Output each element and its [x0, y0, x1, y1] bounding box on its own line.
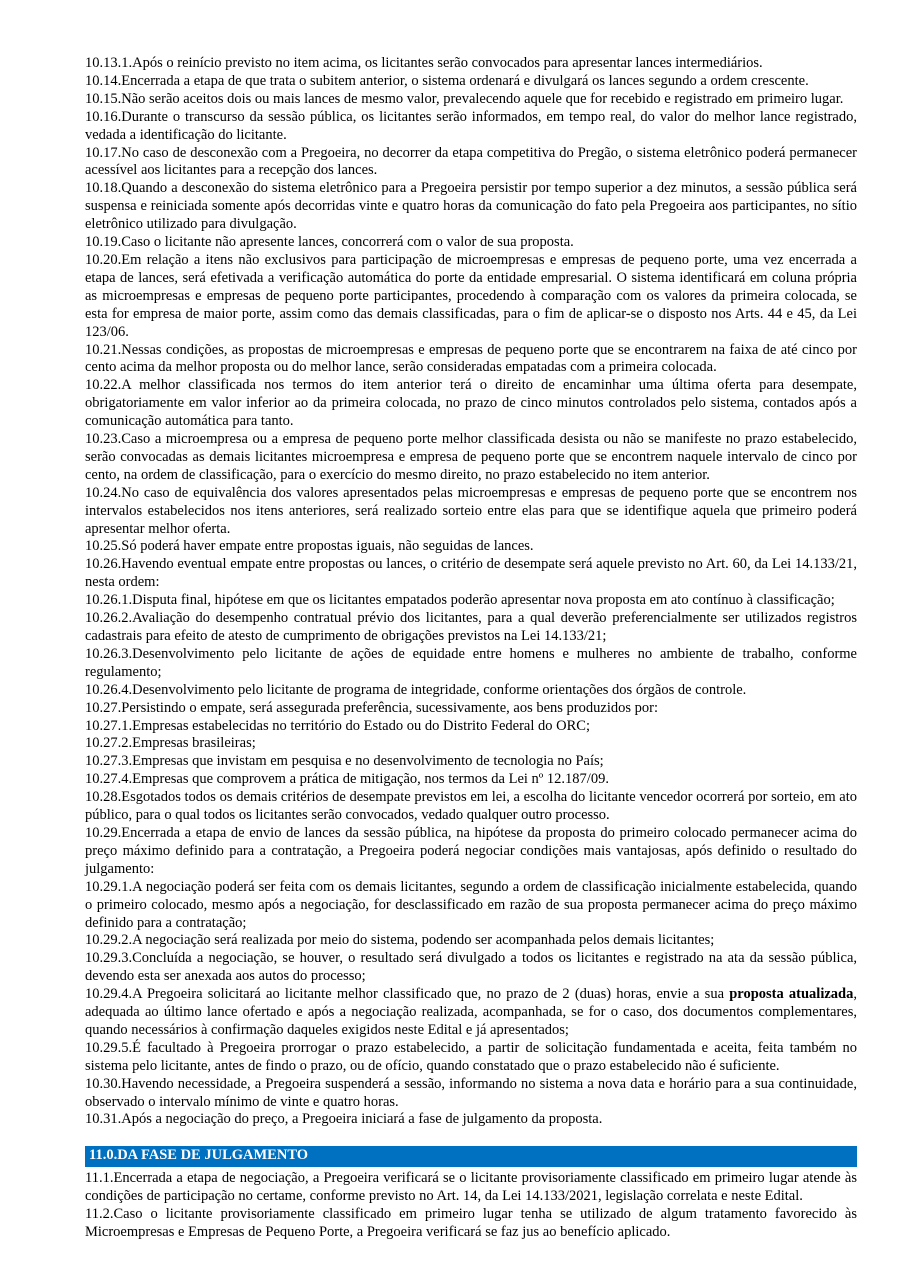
clause-paragraph [85, 556, 857, 592]
clause-text: 10.21.Nessas condições, as propostas de microempresas e empresas de pequeno porte que se encontrarem na faixa de até cinco por cento acima da melhor proposta ou do melhor lance, serão consideradas empatadas com a primeira colocada. [85, 341, 857, 376]
clause-text: 10.26.2.Avaliação do desempenho contratual prévio dos licitantes, para a qual deverão preferencialmente ser utilizados registros cadastrais para efeito de atesto de cumprimento de obrigações previstos na Lei 14.133/21; [85, 610, 857, 644]
clause-text: 10.27.Persistindo o empate, será assegurada preferência, sucessivamente, aos bens produzidos por: [85, 699, 658, 716]
clause-paragraph [85, 682, 857, 700]
clause-text: 10.16.Durante o transcurso da sessão pública, os licitantes serão informados, em tempo real, do valor do melhor lance registrado, vedada a identificação do licitante. [85, 108, 857, 143]
section-header [85, 1146, 857, 1167]
clause-text: 10.29.2.A negociação será realizada por meio do sistema, podendo ser acompanhada pelos demais licitantes; [85, 932, 715, 949]
clause-paragraph [85, 753, 857, 771]
clause-text: 11.1.Encerrada a etapa de negociação, a Pregoeira verificará se o licitante provisoriamente classificado em primeiro lugar atende às condições de participação no certame, conforme previsto no Art. 14, da Lei 14.133/2021, legislação correlata e neste Edital. [85, 1170, 857, 1205]
clause-paragraph [85, 592, 857, 610]
clause-text: 10.29.4.A Pregoeira solicitará ao licitante melhor classificado que, no prazo de 2 (duas) horas, envie a sua [85, 986, 730, 1003]
clause-paragraph [85, 234, 857, 252]
clause-paragraph [85, 1170, 857, 1206]
clause-text: 10.27.3.Empresas que invistam em pesquisa e no desenvolvimento de tecnologia no País; [85, 753, 604, 770]
clause-text: 10.15.Não serão aceitos dois ou mais lances de mesmo valor, prevalecendo aquele que for recebido e registrado em primeiro lugar. [85, 90, 844, 107]
clause-text: 10.13.1.Após o reinício previsto no item acima, os licitantes serão convocados para apresentar lances intermediários. [85, 55, 763, 71]
clause-text: 10.26.4.Desenvolvimento pelo licitante de programa de integridade, conforme orientações dos órgãos de controle. [85, 681, 747, 698]
clause-paragraph [85, 771, 857, 789]
clause-paragraph [85, 1040, 857, 1076]
clause-paragraph [85, 789, 857, 825]
clause-paragraph [85, 1111, 857, 1129]
clause-paragraph [85, 932, 857, 950]
section-header-label: 11.0.DA FASE DE JULGAMENTO [89, 1147, 309, 1164]
clause-text: 10.14.Encerrada a etapa de que trata o subitem anterior, o sistema ordenará e divulgará os lances segundo a ordem crescente. [85, 72, 809, 89]
clause-text: 10.29.3.Concluída a negociação, se houver, o resultado será divulgado a todos os licitantes e registrado na ata da sessão pública, devendo esta ser anexada aos autos do processo; [85, 950, 857, 985]
clause-text: 10.24.No caso de equivalência dos valores apresentados pelas microempresas e empresas de pequeno porte que se encontrem nos intervalos estabelecidos nos itens anteriores, será realizado sorteio entre elas para que se identifique aquela que primeiro poderá apresentar melhor oferta. [85, 484, 857, 537]
clause-paragraph [85, 538, 857, 556]
clause-text: 10.23.Caso a microempresa ou a empresa de pequeno porte melhor classificada desista ou não se manifeste no prazo estabelecido, serão convocadas as demais licitantes microempresa e empresa de pequeno porte que se encontrem naquele intervalo de cinco por cento, na ordem de classificação, para o exercício do mesmo direito, no prazo estabelecido no item anterior. [85, 431, 857, 483]
clause-text: , adequada ao último lance ofertado e após a negociação realizada, acompanhada, se for o caso, dos documentos complementares, quando necessários à confirmação daqueles exigidos neste Edital e já apresentados; [85, 986, 857, 1038]
clause-paragraph [85, 718, 857, 736]
clause-text: 10.20.Em relação a itens não exclusivos para participação de microempresas e empresas de pequeno porte, uma vez encerrada a etapa de lances, será efetivada a verificação automática do porte da entidade empresarial. O sistema identificará em coluna própria as microempresas e empresas de pequeno porte participantes, procedendo à comparação com os valores da primeira colocada, se esta for empresa de maior porte, assim como das demais classificadas, para o fim de aplicar-se o disposto nos Arts. 44 e 45, da Lei 123/06. [85, 251, 857, 340]
clause-text: 10.17.No caso de desconexão com a Pregoeira, no decorrer da etapa competitiva do Pregão, o sistema eletrônico poderá permanecer acessível aos licitantes para a recepção dos lances. [85, 144, 857, 179]
clause-paragraph [85, 342, 857, 378]
clause-text: 10.25.Só poderá haver empate entre propostas iguais, não seguidas de lances. [85, 538, 534, 555]
clause-text: 10.27.1.Empresas estabelecidas no território do Estado ou do Distrito Federal do ORC; [85, 717, 590, 734]
clause-paragraph [85, 986, 857, 1040]
clause-paragraph [85, 180, 857, 234]
clause-paragraph [85, 91, 857, 109]
clause-paragraph [85, 646, 857, 682]
clause-text: 10.29.Encerrada a etapa de envio de lances da sessão pública, na hipótese da proposta do primeiro colocado permanecer acima do preço máximo definido para a contratação, a Pregoeira poderá negociar condições mais vantajosas, após definido o resultado do julgamento: [85, 824, 857, 877]
clause-text: 10.29.5.É facultado à Pregoeira prorrogar o prazo estabelecido, a partir de solicitação fundamentada e aceita, feita também no sistema pelo licitante, antes de findo o prazo, ou de ofício, quando constatado que o prazo estabelecido não é suficiente. [85, 1039, 857, 1074]
clause-text: 10.22.A melhor classificada nos termos do item anterior terá o direito de encaminhar uma última oferta para desempate, obrigatoriamente em valor inferior ao da primeira colocada, no prazo de cinco minutos controlados pelo sistema, contados após a comunicação automática para tanto. [85, 377, 857, 430]
clause-text: 10.28.Esgotados todos os demais critérios de desempate previstos em lei, a escolha do licitante vencedor ocorrerá por sorteio, em ato público, para o qual todos os licitantes serão convocados, vedado qualquer outro processo. [85, 789, 857, 824]
clause-paragraph [85, 735, 857, 753]
clause-text: 10.19.Caso o licitante não apresente lances, concorrerá com o valor de sua proposta. [85, 234, 574, 251]
clause-paragraph [85, 610, 857, 646]
clause-text: 10.30.Havendo necessidade, a Pregoeira suspenderá a sessão, informando no sistema a nova data e horário para a sua continuidade, observado o intervalo mínimo de vinte e quatro horas. [85, 1075, 857, 1110]
clause-paragraph [85, 431, 857, 485]
clause-paragraph [85, 1076, 857, 1112]
clause-paragraph [85, 55, 857, 73]
clause-paragraph [85, 109, 857, 145]
clause-paragraph [85, 145, 857, 181]
clause-text: 10.26.3.Desenvolvimento pelo licitante de ações de equidade entre homens e mulheres no ambiente de trabalho, conforme regulamento; [85, 645, 857, 680]
clause-paragraph [85, 377, 857, 431]
clause-paragraph [85, 252, 857, 342]
clause-text: 10.18.Quando a desconexão do sistema eletrônico para a Pregoeira persistir por tempo superior a dez minutos, a sessão pública será suspensa e reiniciada somente após decorridas vinte e quatro horas da comunicação do fato pela Pregoeira aos participantes, no sítio eletrônico utilizado para divulgação. [85, 180, 857, 233]
clause-text: 10.27.4.Empresas que comprovem a prática de mitigação, nos termos da Lei nº 12.187/09. [85, 771, 609, 788]
clause-text: proposta atualizada [729, 986, 854, 1003]
clause-text: 10.27.2.Empresas brasileiras; [85, 735, 256, 752]
clause-text: 10.31.Após a negociação do preço, a Pregoeira iniciará a fase de julgamento da proposta. [85, 1111, 603, 1128]
clause-text: 10.29.1.A negociação poderá ser feita com os demais licitantes, segundo a ordem de classificação inicialmente estabelecida, quando o primeiro colocado, mesmo após a negociação, for desclassificado em razão de sua proposta permanecer acima do preço máximo definido para a contratação; [85, 878, 857, 931]
clause-paragraph [85, 879, 857, 933]
clause-text: 10.26.Havendo eventual empate entre propostas ou lances, o critério de desempate será aquele previsto no Art. 60, da Lei 14.133/21, nesta ordem: [85, 556, 857, 591]
clause-text: 11.2.Caso o licitante provisoriamente classificado em primeiro lugar tenha se utilizado de algum tratamento favorecido às Microempresas e Empresas de Pequeno Porte, a Pregoeira verificará se faz jus ao benefício aplicado. [85, 1206, 857, 1240]
clause-paragraph [85, 950, 857, 986]
clause-paragraph [85, 700, 857, 718]
document-body [85, 55, 857, 1242]
clause-paragraph [85, 485, 857, 539]
clause-paragraph [85, 825, 857, 879]
clause-paragraph [85, 73, 857, 91]
clause-paragraph [85, 1206, 857, 1242]
clause-text: 10.26.1.Disputa final, hipótese em que os licitantes empatados poderão apresentar nova proposta em ato contínuo à classificação; [85, 592, 835, 609]
